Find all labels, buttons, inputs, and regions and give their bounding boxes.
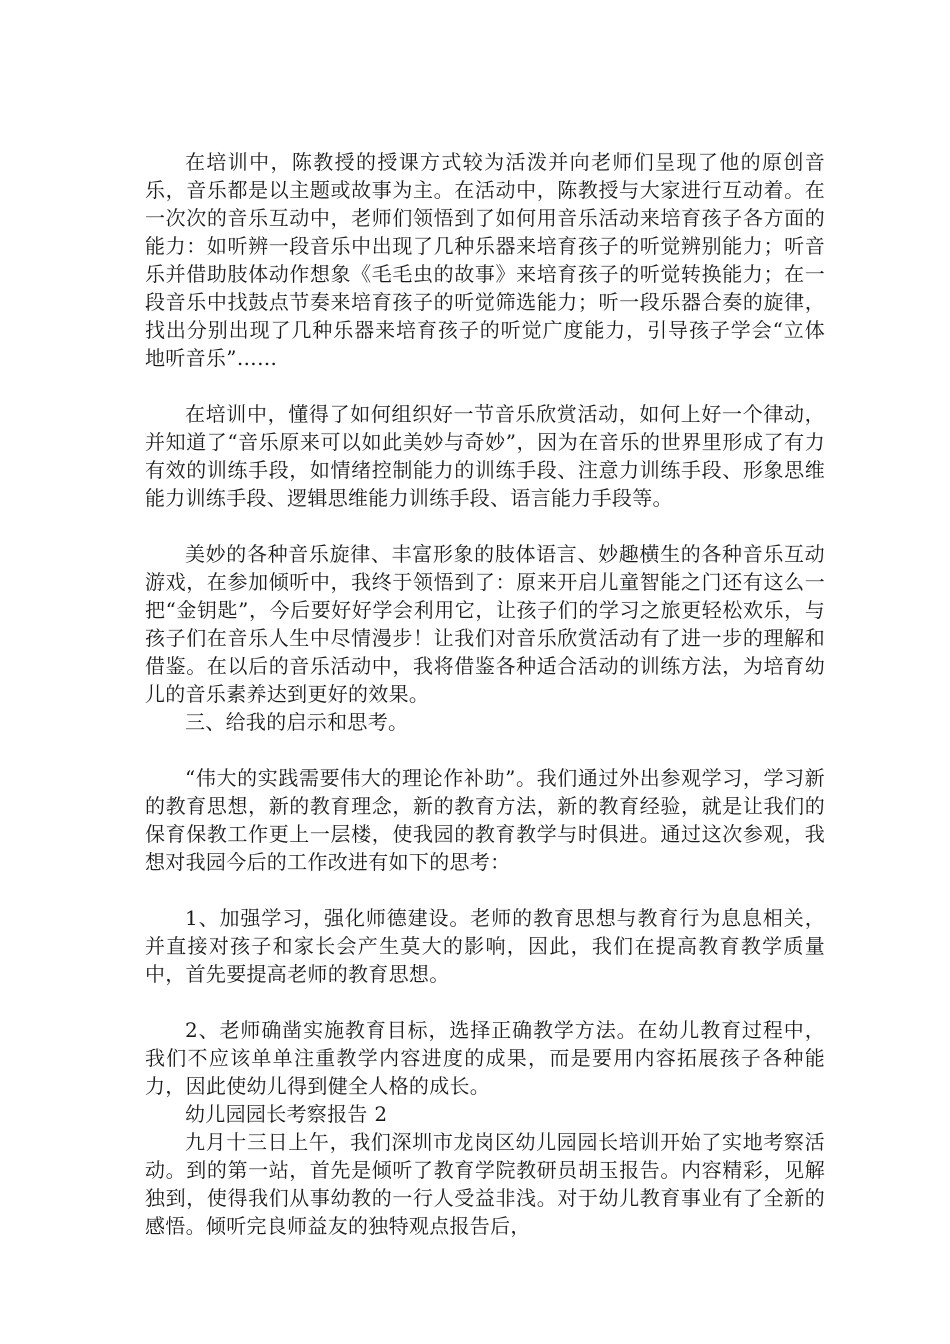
paragraph-point-2: 2、老师确凿实施教育目标，选择正确教学方法。在幼儿教育过程中，我们不应该单单注重教学内容进度的成果，而是要用内容拓展孩子各种能力，因此使幼儿得到健全人格的成长。 (145, 1018, 825, 1098)
paragraph-music-insight: 美妙的各种音乐旋律、丰富形象的肢体语言、妙趣横生的各种音乐互动游戏，在参加倾听中，我终于领悟到了：原来开启儿童智能之门还有这么一把“金钥匙”，今后要好好学会利用它，让孩子们的学习之旅更轻松欢乐，与孩子们在音乐人生中尽情漫步！让我们对音乐欣赏活动有了进一步的理解和借鉴。在以后的音乐活动中，我将借鉴各种适合活动的训练方法，为培育幼儿的音乐素养达到更好的效果。 (145, 542, 825, 706)
paragraph-training-method: 在培训中，陈教授的授课方式较为活泼并向老师们呈现了他的原创音乐，音乐都是以主题或故事为主。在活动中，陈教授与大家进行互动着。在一次次的音乐互动中，老师们领悟到了如何用音乐活动来培育孩子各方面的能力：如听辨一段音乐中出现了几种乐器来培育孩子的听觉辨别能力；听音乐并借助肢体动作想象《毛毛虫的故事》来培育孩子的听觉转换能力；在一段音乐中找鼓点节奏来培育孩子的听觉筛选能力；听一段乐器合奏的旋律，找出分别出现了几种乐器来培育孩子的听觉广度能力，引导孩子学会“立体地听音乐”…… (145, 150, 825, 370)
paragraph-practice-theory: “伟大的实践需要伟大的理论作补助”。我们通过外出参观学习，学习新的教育思想，新的教育理念，新的教育方法，新的教育经验，就是让我们的保育保教工作更上一层楼，使我园的教育教学与时俱进。通过这次参观，我想对我园今后的工作改进有如下的思考： (145, 766, 825, 874)
paragraph-music-appreciation: 在培训中，懂得了如何组织好一节音乐欣赏活动，如何上好一个律动，并知道了“音乐原来可以如此美妙与奇妙”，因为在音乐的世界里形成了有力有效的训练手段，如情绪控制能力的训练手段、注意力训练手段、形象思维能力训练手段、逻辑思维能力训练手段、语言能力手段等。 (145, 402, 825, 510)
paragraph-point-1: 1、加强学习，强化师德建设。老师的教育思想与教育行为息息相关，并直接对孩子和家长会产生莫大的影响，因此，我们在提高教育教学质量中，首先要提高老师的教育思想。 (145, 906, 825, 986)
document-body (145, 148, 825, 1240)
report-title: 幼儿园园长考察报告 2 (185, 1102, 388, 1126)
section-heading-reflection: 三、给我的启示和思考。 (185, 710, 409, 734)
paragraph-report-intro: 九月十三日上午，我们深圳市龙岗区幼儿园园长培训开始了实地考察活动。到的第一站，首先是倾听了教育学院教研员胡玉报告。内容精彩，见解独到，使得我们从事幼教的一行人受益非浅。对于幼儿教育事业有了全新的感悟。倾听完良师益友的独特观点报告后， (145, 1130, 825, 1238)
